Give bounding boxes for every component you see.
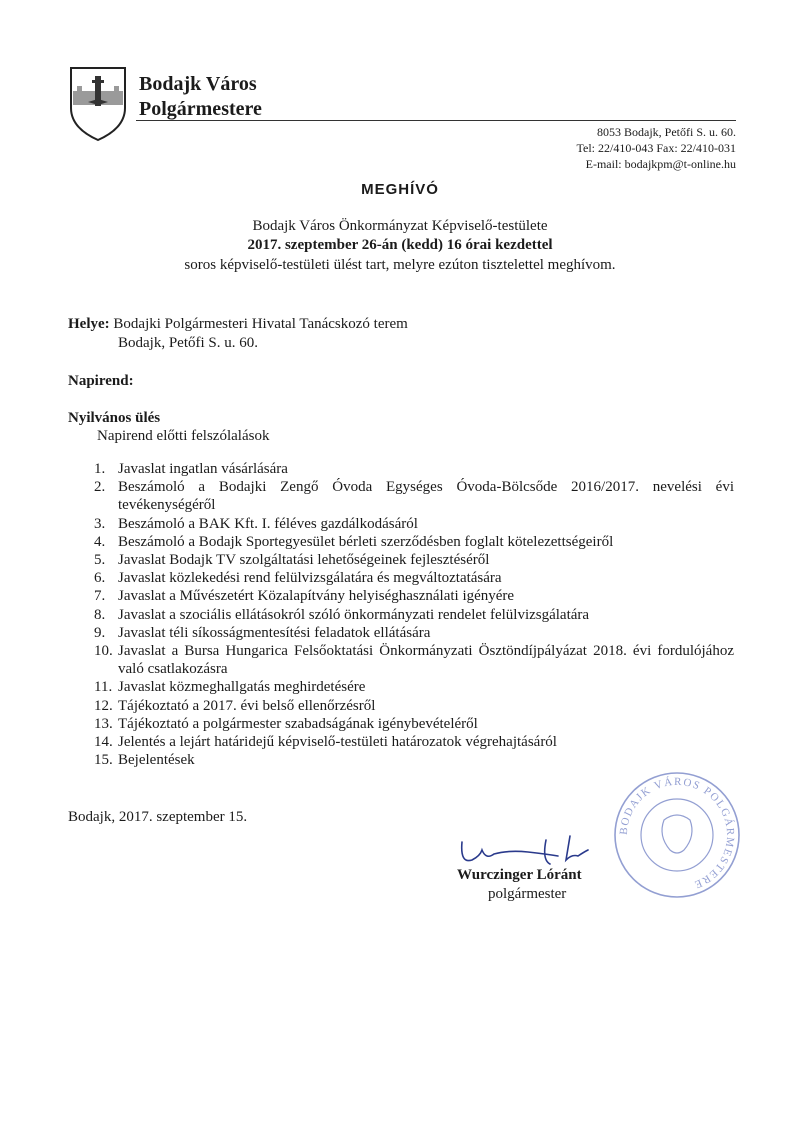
agenda-item-number: 2. (94, 479, 106, 496)
org-name-line1: Bodajk Város (139, 73, 257, 95)
agenda-item-number: 5. (94, 552, 106, 569)
agenda-item-text: Beszámoló a Bodajk Sportegyesület bérleti szerződésben foglalt kötelezettségeiről (118, 533, 614, 550)
agenda-heading: Napirend: (68, 373, 134, 389)
agenda-item-text: Bejelentések (118, 752, 195, 769)
header-email: E-mail: bodajkpm@t-online.hu (585, 157, 736, 171)
agenda-item (94, 460, 734, 478)
agenda-item-text: Javaslat közlekedési rend felülvizsgálatára és megváltoztatására (118, 570, 502, 587)
agenda-item-number: 13. (94, 715, 113, 732)
agenda-item-number: 1. (94, 461, 106, 477)
agenda-item-text: Javaslat a szociális ellátásokról szóló önkormányzati rendelet felülvizsgálatára (118, 606, 590, 623)
agenda-item-text: Tájékoztató a 2017. évi belső ellenőrzésről (118, 697, 376, 714)
agenda-item (94, 606, 734, 624)
agenda-item-text: Javaslat téli síkosságmentesítési feladatok ellátására (118, 624, 431, 641)
header-divider (136, 120, 736, 121)
agenda-item-number: 7. (94, 588, 106, 605)
place-date: Bodajk, 2017. szeptember 15. (68, 809, 248, 825)
location-block (68, 315, 408, 333)
agenda-item-text: Javaslat Bodajk TV szolgáltatási lehetőségeinek fejlesztéséről (118, 552, 490, 569)
agenda-item (94, 751, 734, 769)
intro-line1: Bodajk Város Önkormányzat Képviselő-testülete (252, 218, 548, 234)
agenda-item (94, 624, 734, 642)
org-name-line2: Polgármestere (139, 98, 262, 120)
meeting-date: 2017. szeptember 26-án (kedd) 16 órai kezdettel (247, 237, 553, 253)
agenda-item-text: Beszámoló a Bodajki Zengő Óvoda Egységes Óvoda-Bölcsőde 2016/2017. nevelési évi tevékenységéről (118, 479, 734, 514)
agenda-item-number: 15. (94, 752, 113, 769)
agenda-item (94, 697, 734, 715)
agenda-item (94, 533, 734, 551)
agenda-item-number: 9. (94, 624, 106, 641)
agenda-item-text: Javaslat a Művészetért Közalapítvány helyiséghasználati igényére (118, 588, 515, 605)
signatory-title: polgármester (488, 886, 567, 902)
public-session-heading: Nyilvános ülés (68, 410, 161, 426)
public-session-subheading: Napirend előtti felszólalások (97, 428, 270, 444)
agenda-item-text: Tájékoztató a polgármester szabadságának igénybevételéről (118, 715, 478, 732)
header-phone-fax: Tel: 22/410-043 Fax: 22/410-031 (576, 141, 736, 155)
agenda-item-number: 14. (94, 734, 113, 751)
header-address: 8053 Bodajk, Petőfi S. u. 60. (596, 125, 736, 139)
agenda-item (94, 569, 734, 587)
agenda-item-text: Javaslat a Bursa Hungarica Felsőoktatási Önkormányzati Ösztöndíjpályázat 2018. évi fordulójához való csatlakozásra (118, 643, 734, 678)
agenda-item-number: 10. (94, 643, 113, 660)
agenda-item-text: Javaslat közmeghallgatás meghirdetésére (118, 679, 366, 696)
agenda-item-number: 12. (94, 697, 113, 714)
location-line1: Bodajki Polgármesteri Hivatal Tanácskozó terem (113, 316, 408, 332)
agenda-item-number: 11. (94, 679, 113, 696)
handwritten-signature (458, 830, 608, 870)
agenda-item-text: Beszámoló a BAK Kft. I. féléves gazdálkodásáról (118, 515, 418, 532)
stamp-text: BODAJK VÁROS POLGÁRMESTERE (617, 775, 737, 891)
agenda-item (94, 515, 734, 533)
agenda-item-number: 6. (94, 570, 106, 587)
location-line2: Bodajk, Petőfi S. u. 60. (118, 335, 259, 351)
agenda-item (94, 642, 734, 678)
signatory-name: Wurczinger Lóránt (457, 867, 582, 883)
coat-of-arms-icon (68, 66, 128, 142)
agenda-item (94, 551, 734, 569)
document-title: MEGHÍVÓ (361, 181, 439, 198)
agenda-item-text: Jelentés a lejárt határidejű képviselő-testületi határozatok végrehajtásáról (118, 734, 557, 751)
agenda-item (94, 587, 734, 605)
location-label: Helye: (68, 316, 110, 332)
agenda-item-number: 3. (94, 515, 106, 532)
intro-line3: soros képviselő-testületi ülést tart, melyre ezúton tisztelettel meghívom. (184, 257, 616, 273)
official-seal-stamp (612, 770, 742, 900)
agenda-item (94, 715, 734, 733)
agenda-item (94, 733, 734, 751)
agenda-item (94, 478, 734, 514)
svg-text:BODAJK VÁROS POLGÁRMESTERE (618, 776, 736, 891)
agenda-item-number: 4. (94, 533, 106, 550)
agenda-item (94, 678, 734, 696)
agenda-item-number: 8. (94, 606, 106, 623)
agenda-item-text: Javaslat ingatlan vásárlására (118, 461, 288, 477)
agenda-list (94, 460, 734, 769)
